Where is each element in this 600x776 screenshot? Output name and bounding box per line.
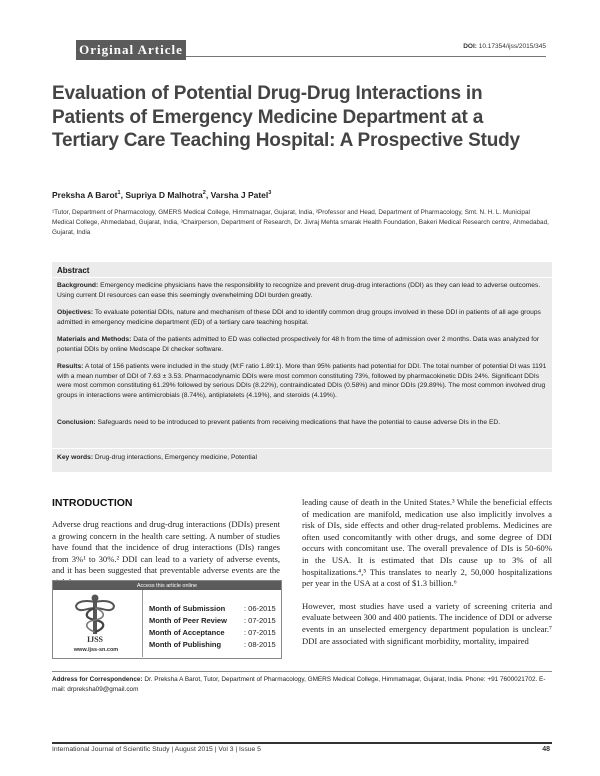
access-box-heading: Access this article online [53, 581, 281, 590]
month-value: : 06-2015 [244, 604, 276, 613]
author-list: Preksha A Barot$^1$, Supriya D Malhotra$^2$, Varsha J Patel$^3$ [52, 190, 272, 200]
affiliations: ¹Tutor, Department of Pharmacology, GMERS Medical College, Himmatnagar, Gujarat, India, ²Professor and Head, Department of Pharmacology, Smt. N. H. L. Municipal Medical College, Ahmedabad, Gujarat, India, ³Chairperson, Department of Research, Dr. Jivraj Mehta smarak Health Foundation, Bakeri Medical Research centre, Ahmedabad, Gujarat, India [52, 209, 549, 236]
month-value: : 08-2015 [244, 640, 276, 649]
author-name: Varsha J Patel [210, 190, 269, 200]
month-value: : 07-2015 [244, 616, 276, 625]
intro-paragraph: leading cause of death in the United States.³ While the beneficial effects of medication are manifold, medication use also implicitly involves a risk of DIs, side effects and other drug-related problems. Medicines are often used concomitantly with other drugs, and some degree of DDI occurs with concomitant use. The overall prevalence of DIs is 50-60% in the USA. It is estimated that DIs cause up to 3% of all hospitalizations.⁴,⁵ This translates to nearly 2, 50,000 hospitalizations per year in the USA at a cost of $1.3 billion.⁶ [302, 497, 552, 589]
introduction-heading: INTRODUCTION [52, 497, 133, 509]
author-sup: 3 [268, 190, 272, 197]
doi-label: DOI: [463, 43, 477, 50]
section-label: Background: [57, 282, 99, 289]
keywords-text: Drug-drug interactions, Emergency medicine, Potential [94, 454, 257, 461]
keywords-divider [52, 448, 552, 449]
logo-text: IJSS [86, 635, 104, 644]
author-sup: 1 [117, 190, 121, 197]
footer-divider [52, 742, 552, 744]
doi[interactable] [463, 43, 546, 50]
month-value: : 07-2015 [244, 628, 276, 637]
intro-paragraph: Adverse drug reactions and drug-drug interactions (DDIs) present a growing concern in the health care setting. A number of studies have found that the incidence of drug interactions (DIs) ranges from 3%¹ to 30%.² DDI can lead to a variety of adverse events, and it has been suggested that preventable adverse events are the [52, 519, 280, 576]
caduceus-logo-icon [66, 594, 124, 644]
abstract-objectives [57, 308, 547, 327]
section-text: To evaluate potential DDIs, nature and mechanism of these DDI and to identify common drug groups involved in these DDI in patients of all age groups admitted in emergency medicine department (ED) of a tertiary care teaching hospital. [57, 309, 541, 326]
abstract-divider [52, 277, 552, 278]
doi-value: 10.17354/ijss/2015/345 [478, 43, 546, 50]
intro-right-column [302, 497, 552, 658]
abstract-results [57, 362, 547, 400]
correspondence-text: Dr. Preksha A Barot, Tutor, Department of Pharmacology, GMERS Medical College, Himmatnagar, Gujarat, India. Phone: +91 7600021702. E-mail: drpreksha09@gmail.com [52, 676, 546, 693]
section-label: Conclusion: [57, 419, 96, 426]
author-name: Preksha A Barot [52, 190, 118, 200]
section-text: Data of the patients admitted to ED was collected prospectively for 48 h from the time of admission over 2 months. Data was analyzed for potential DDIs by online Medscape DI checker software. [57, 336, 540, 353]
month-label: Month of Peer Review [149, 616, 227, 625]
author-name: Supriya D Malhotra [125, 190, 203, 200]
month-row-submission [149, 604, 276, 613]
section-label: Results: [57, 363, 84, 370]
section-label: Materials and Methods: [57, 336, 132, 343]
access-box-divider [142, 590, 143, 657]
correspondence-label: Address for Correspondence: [52, 676, 143, 683]
keywords-label: Key words: [57, 454, 94, 461]
month-row-publishing [149, 640, 276, 649]
section-text: Emergency medicine physicians have the responsibility to recognize and prevent drug-drug interactions (DDI) as they can lead to adverse outcomes. Using current DI resources can ease this seemingly overwhelming DDI burden greatly. [57, 282, 541, 299]
page-number: 48 [542, 746, 550, 753]
correspondence [52, 675, 552, 694]
keywords [57, 453, 547, 463]
month-row-acceptance [149, 628, 276, 637]
article-type-badge: Original Article [76, 40, 186, 60]
month-row-peer-review [149, 616, 276, 625]
month-label: Month of Submission [149, 604, 226, 613]
journal-logo [66, 594, 124, 644]
section-text: Safeguards need to be introduced to prevent patients from receiving medications that have the potential to cause adverse DIs in the ED. [97, 419, 501, 426]
month-label: Month of Publishing [149, 640, 222, 649]
abstract-conclusion [57, 418, 547, 428]
abstract-heading: Abstract [57, 266, 90, 275]
month-label: Month of Acceptance [149, 628, 225, 637]
article-title: Evaluation of Potential Drug-Drug Interactions in Patients of Emergency Medicine Department at a Tertiary Care Teaching Hospital: A Prospective Study [52, 83, 520, 151]
abstract-methods [57, 335, 547, 354]
journal-footer: International Journal of Scientific Study | August 2015 | Vol 3 | Issue 5 [52, 746, 261, 753]
intro-paragraph: However, most studies have used a variety of screening criteria and evaluate between 300 and 400 patients. The incidence of DDI or adverse events in an unselected emergency department population is unclear.⁷ DDI are associated with significant morbidity, mortality, impaired [302, 600, 552, 646]
abstract-background [57, 281, 547, 300]
author-sup: 2 [202, 190, 206, 197]
header-divider [186, 56, 546, 57]
journal-url[interactable]: www.ijss-sn.com [73, 647, 119, 653]
section-text: A total of 156 patients were included in the study (M:F ratio 1.89:1). More than 95% patients had potential for DDI. The total number of potential DI was 1191 with a mean number of DDI of 7.63 ± 3.53. Pharmacodynamic DDIs were most common constituting 73%, followed by pharmacokinetic DDIs 24%. Significant DDIs were most common constituting 61.29% followed by serious DDIs (8.22%), contraindicated DDIs (0.58%) and minor DDIs (29.89%). The most common involved drug groups in interactions were antimicrobials (8.74%), antiplatelets (4.19%), and steroids (4.19%). [57, 363, 547, 399]
section-label: Objectives: [57, 309, 94, 316]
correspondence-divider [52, 671, 552, 672]
